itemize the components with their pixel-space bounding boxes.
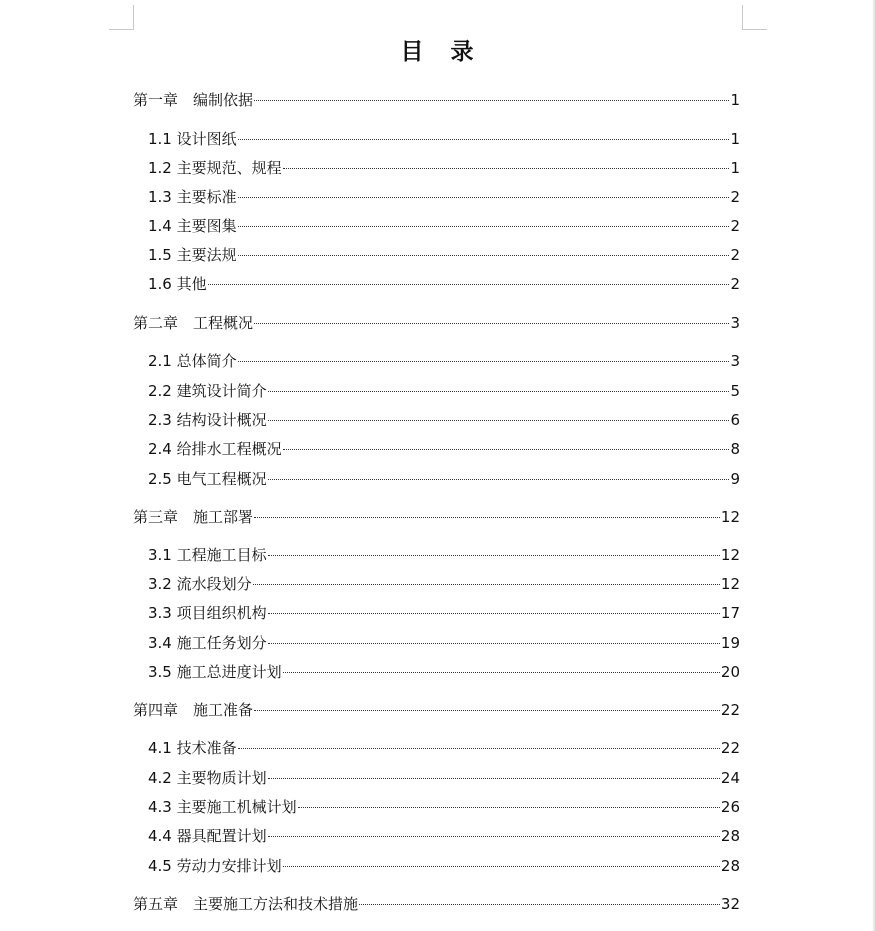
toc-page-number: 12	[720, 508, 740, 526]
toc-page-number: 12	[720, 546, 740, 564]
toc-page-number: 22	[720, 739, 740, 757]
dot-leader	[254, 517, 720, 518]
toc-entry-label: 2.5 电气工程概况	[148, 470, 267, 488]
toc-section-entry[interactable]	[148, 216, 740, 236]
toc-entry-label: 1.1 设计图纸	[148, 130, 237, 148]
toc-section-entry[interactable]	[148, 158, 740, 178]
toc-entry-label: 2.3 结构设计概况	[148, 411, 267, 429]
dot-leader	[208, 284, 730, 285]
toc-page-number: 26	[720, 798, 740, 816]
toc-page-number: 3	[730, 314, 740, 332]
dot-leader	[254, 710, 720, 711]
toc-section-entry[interactable]	[148, 410, 740, 430]
dot-leader	[254, 100, 729, 101]
toc-page-number: 6	[730, 411, 740, 429]
toc-section-entry[interactable]	[148, 351, 740, 371]
toc-page-number: 32	[720, 895, 740, 913]
dot-leader	[254, 323, 729, 324]
dot-leader	[238, 226, 730, 227]
toc-entry-label: 3.1 工程施工目标	[148, 546, 267, 564]
toc-entry-label: 第二章 工程概况	[133, 314, 254, 332]
toc-page-number: 1	[730, 159, 740, 177]
dot-leader	[268, 613, 720, 614]
toc-title-char: 录	[450, 38, 475, 65]
dot-leader	[283, 168, 730, 169]
toc-entry-label: 1.5 主要法规	[148, 246, 237, 264]
toc-section-entry[interactable]	[148, 439, 740, 459]
toc-entry-label: 1.3 主要标准	[148, 188, 237, 206]
dot-leader	[283, 449, 730, 450]
dot-leader	[253, 584, 720, 585]
toc-page-number: 2	[730, 275, 740, 293]
dot-leader	[268, 555, 720, 556]
toc-title	[0, 33, 875, 66]
dot-leader	[283, 672, 720, 673]
toc-page-number: 22	[720, 701, 740, 719]
toc-section-entry[interactable]	[148, 545, 740, 565]
dot-leader	[283, 866, 720, 867]
toc-entry-label: 第三章 施工部署	[133, 508, 254, 526]
dot-leader	[238, 255, 730, 256]
toc-chapter-entry[interactable]	[133, 313, 740, 333]
dot-leader	[268, 778, 720, 779]
toc-section-entry[interactable]	[148, 129, 740, 149]
margin-corner-mark-right	[742, 5, 767, 30]
toc-chapter-entry[interactable]	[133, 700, 740, 720]
toc-page-number: 17	[720, 604, 740, 622]
toc-entry-label: 4.5 劳动力安排计划	[148, 857, 282, 875]
dot-leader	[268, 836, 720, 837]
toc-page-number: 28	[720, 857, 740, 875]
toc-page-number: 2	[730, 246, 740, 264]
toc-entry-label: 2.4 给排水工程概况	[148, 440, 282, 458]
toc-entry-label: 第四章 施工准备	[133, 701, 254, 719]
toc-entry-label: 4.2 主要物质计划	[148, 769, 267, 787]
toc-page-number: 2	[730, 188, 740, 206]
margin-corner-mark-left	[109, 5, 134, 30]
dot-leader	[298, 807, 720, 808]
dot-leader	[238, 139, 730, 140]
toc-entry-label: 3.4 施工任务划分	[148, 634, 267, 652]
toc-entry-label: 3.5 施工总进度计划	[148, 663, 282, 681]
dot-leader	[359, 904, 720, 905]
dot-leader	[238, 361, 730, 362]
toc-page-number: 5	[730, 382, 740, 400]
toc-section-entry[interactable]	[148, 826, 740, 846]
toc-page-number: 8	[730, 440, 740, 458]
toc-section-entry[interactable]	[148, 856, 740, 876]
toc-section-entry[interactable]	[148, 187, 740, 207]
toc-page-number: 1	[730, 130, 740, 148]
toc-entry-label: 3.2 流水段划分	[148, 575, 252, 593]
dot-leader	[268, 391, 730, 392]
toc-entry-label: 1.2 主要规范、规程	[148, 159, 282, 177]
toc-section-entry[interactable]	[148, 245, 740, 265]
toc-entry-label: 1.4 主要图集	[148, 217, 237, 235]
toc-section-entry[interactable]	[148, 381, 740, 401]
dot-leader	[238, 197, 730, 198]
toc-page-number: 12	[720, 575, 740, 593]
toc-entry-label: 4.4 器具配置计划	[148, 827, 267, 845]
toc-section-entry[interactable]	[148, 662, 740, 682]
toc-section-entry[interactable]	[148, 633, 740, 653]
toc-entry-label: 2.1 总体简介	[148, 352, 237, 370]
toc-page-number: 2	[730, 217, 740, 235]
dot-leader	[238, 748, 720, 749]
toc-section-entry[interactable]	[148, 738, 740, 758]
toc-page-number: 3	[730, 352, 740, 370]
dot-leader	[268, 420, 730, 421]
toc-section-entry[interactable]	[148, 274, 740, 294]
toc-page-number: 9	[730, 470, 740, 488]
toc-entry-label: 第五章 主要施工方法和技术措施	[133, 895, 359, 913]
toc-entry-label: 3.3 项目组织机构	[148, 604, 267, 622]
toc-page-number: 20	[720, 663, 740, 681]
toc-entry-label: 4.1 技术准备	[148, 739, 237, 757]
toc-page-number: 1	[730, 91, 740, 109]
toc-chapter-entry[interactable]	[133, 894, 740, 914]
toc-section-entry[interactable]	[148, 797, 740, 817]
toc-chapter-entry[interactable]	[133, 507, 740, 527]
toc-section-entry[interactable]	[148, 574, 740, 594]
toc-entry-label: 第一章 编制依据	[133, 91, 254, 109]
toc-section-entry[interactable]	[148, 768, 740, 788]
toc-entry-label: 2.2 建筑设计简介	[148, 382, 267, 400]
toc-page-number: 28	[720, 827, 740, 845]
toc-page-number: 24	[720, 769, 740, 787]
toc-entry-label: 4.3 主要施工机械计划	[148, 798, 297, 816]
dot-leader	[268, 643, 720, 644]
dot-leader	[268, 479, 730, 480]
toc-section-entry[interactable]	[148, 603, 740, 623]
toc-title-char: 目	[400, 38, 425, 65]
toc-page-number: 19	[720, 634, 740, 652]
toc-section-entry[interactable]	[148, 469, 740, 489]
toc-chapter-entry[interactable]	[133, 90, 740, 110]
toc-entry-label: 1.6 其他	[148, 275, 207, 293]
